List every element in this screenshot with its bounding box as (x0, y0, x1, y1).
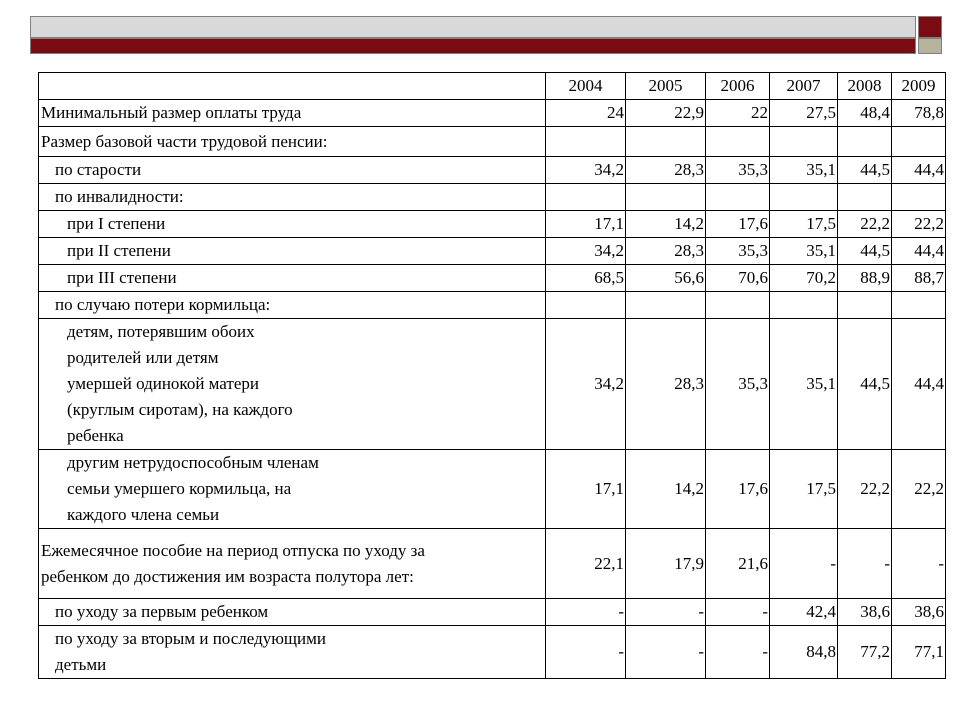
value-cell: 22,9 (626, 100, 706, 127)
value-cell: 70,6 (706, 265, 770, 292)
value-cell: 35,1 (770, 157, 838, 184)
value-cell: - (546, 626, 626, 679)
value-cell (838, 292, 892, 319)
value-cell: 17,1 (546, 211, 626, 238)
value-cell: 35,3 (706, 319, 770, 450)
value-cell: 17,1 (546, 450, 626, 529)
header-band-red (30, 38, 916, 54)
value-cell: 44,5 (838, 319, 892, 450)
value-cell: - (706, 626, 770, 679)
pension-table (38, 72, 946, 679)
value-cell: 22 (706, 100, 770, 127)
value-cell: 78,8 (892, 100, 946, 127)
year-header: 2009 (892, 73, 946, 100)
value-cell: 35,1 (770, 319, 838, 450)
row-label: по случаю потери кормильца: (39, 292, 546, 319)
value-cell (626, 184, 706, 211)
row-label-line: (круглым сиротам), на каждого (67, 400, 293, 419)
row-label: при II степени (39, 238, 546, 265)
value-cell: 34,2 (546, 238, 626, 265)
header-empty-cell (39, 73, 546, 100)
value-cell: 24 (546, 100, 626, 127)
value-cell: - (770, 529, 838, 599)
value-cell: 35,1 (770, 238, 838, 265)
value-cell: - (626, 626, 706, 679)
value-cell: 44,5 (838, 238, 892, 265)
horizontal-rule (50, 183, 920, 184)
row-label-line: Ежемесячное пособие на период отпуска по уходу за (41, 540, 425, 560)
value-cell: 35,3 (706, 238, 770, 265)
value-cell: 21,6 (706, 529, 770, 599)
value-cell: 77,1 (892, 626, 946, 679)
row-label-line: детям, потерявшим обоих (67, 322, 255, 341)
row-label: Минимальный размер оплаты труда (39, 100, 546, 127)
row-label-line: семьи умершего кормильца, на (67, 479, 292, 498)
table-row (39, 319, 946, 450)
value-cell: 88,9 (838, 265, 892, 292)
value-cell: 14,2 (626, 211, 706, 238)
row-label-line: ребенком до достижения им возраста полутора лет: (41, 566, 414, 586)
table-row (39, 238, 946, 265)
row-label-line: каждого члена семьи (67, 505, 220, 524)
table-row (39, 626, 946, 679)
row-label: Размер базовой части трудовой пенсии: (39, 127, 546, 157)
row-label-line: другим нетрудоспособным членам (67, 453, 319, 472)
value-cell (892, 184, 946, 211)
row-label (39, 626, 546, 679)
value-cell: 77,2 (838, 626, 892, 679)
value-cell (626, 127, 706, 157)
value-cell: 17,5 (770, 450, 838, 529)
value-cell: 44,4 (892, 238, 946, 265)
value-cell (892, 127, 946, 157)
value-cell: 70,2 (770, 265, 838, 292)
row-label: по уходу за первым ребенком (39, 599, 546, 626)
value-cell (546, 184, 626, 211)
value-cell: 56,6 (626, 265, 706, 292)
year-header: 2007 (770, 73, 838, 100)
value-cell: 17,6 (706, 211, 770, 238)
value-cell: 34,2 (546, 319, 626, 450)
value-cell: 68,5 (546, 265, 626, 292)
value-cell (892, 292, 946, 319)
row-label: при I степени (39, 211, 546, 238)
value-cell (770, 127, 838, 157)
value-cell: 28,3 (626, 238, 706, 265)
value-cell: 38,6 (838, 599, 892, 626)
table-row (39, 529, 946, 599)
value-cell (838, 184, 892, 211)
value-cell: 22,2 (838, 450, 892, 529)
value-cell: 28,3 (626, 157, 706, 184)
value-cell (838, 127, 892, 157)
value-cell: 28,3 (626, 319, 706, 450)
year-header: 2005 (626, 73, 706, 100)
value-cell: 22,2 (892, 450, 946, 529)
row-label-line: детьми (55, 655, 107, 674)
value-cell: 35,3 (706, 157, 770, 184)
value-cell: - (706, 599, 770, 626)
row-label-line: ребенка (67, 426, 124, 445)
corner-square-red (918, 16, 942, 38)
value-cell (706, 127, 770, 157)
table-row (39, 292, 946, 319)
row-label: по старости (39, 157, 546, 184)
value-cell (626, 292, 706, 319)
value-cell: 17,6 (706, 450, 770, 529)
value-cell: 44,5 (838, 157, 892, 184)
table-header-row (39, 73, 946, 100)
value-cell: 42,4 (770, 599, 838, 626)
value-cell: - (546, 599, 626, 626)
row-label: по инвалидности: (39, 184, 546, 211)
row-label-line: умершей одинокой матери (67, 374, 259, 393)
value-cell: - (838, 529, 892, 599)
row-label (39, 319, 546, 450)
value-cell: 84,8 (770, 626, 838, 679)
value-cell: 22,2 (892, 211, 946, 238)
value-cell: 88,7 (892, 265, 946, 292)
value-cell (546, 292, 626, 319)
table-row (39, 184, 946, 211)
row-label (39, 529, 546, 599)
value-cell (706, 184, 770, 211)
value-cell: 34,2 (546, 157, 626, 184)
value-cell: 48,4 (838, 100, 892, 127)
header-band-gray (30, 16, 916, 38)
table-row (39, 211, 946, 238)
value-cell: 44,4 (892, 319, 946, 450)
year-header: 2008 (838, 73, 892, 100)
table-row (39, 599, 946, 626)
value-cell: 14,2 (626, 450, 706, 529)
value-cell (770, 292, 838, 319)
value-cell: 22,2 (838, 211, 892, 238)
value-cell: 22,1 (546, 529, 626, 599)
year-header: 2004 (546, 73, 626, 100)
value-cell: - (892, 529, 946, 599)
year-header: 2006 (706, 73, 770, 100)
row-label: при III степени (39, 265, 546, 292)
value-cell: 44,4 (892, 157, 946, 184)
table-row (39, 127, 946, 157)
table-row (39, 450, 946, 529)
table-row (39, 265, 946, 292)
value-cell: 27,5 (770, 100, 838, 127)
value-cell (546, 127, 626, 157)
value-cell (770, 184, 838, 211)
value-cell: 38,6 (892, 599, 946, 626)
value-cell: - (626, 599, 706, 626)
value-cell: 17,5 (770, 211, 838, 238)
value-cell (706, 292, 770, 319)
row-label (39, 450, 546, 529)
row-label-line: родителей или детям (67, 348, 219, 367)
value-cell: 17,9 (626, 529, 706, 599)
table-row (39, 100, 946, 127)
corner-square-gray (918, 38, 942, 54)
table-row (39, 157, 946, 184)
row-label-line: по уходу за вторым и последующими (55, 629, 326, 648)
